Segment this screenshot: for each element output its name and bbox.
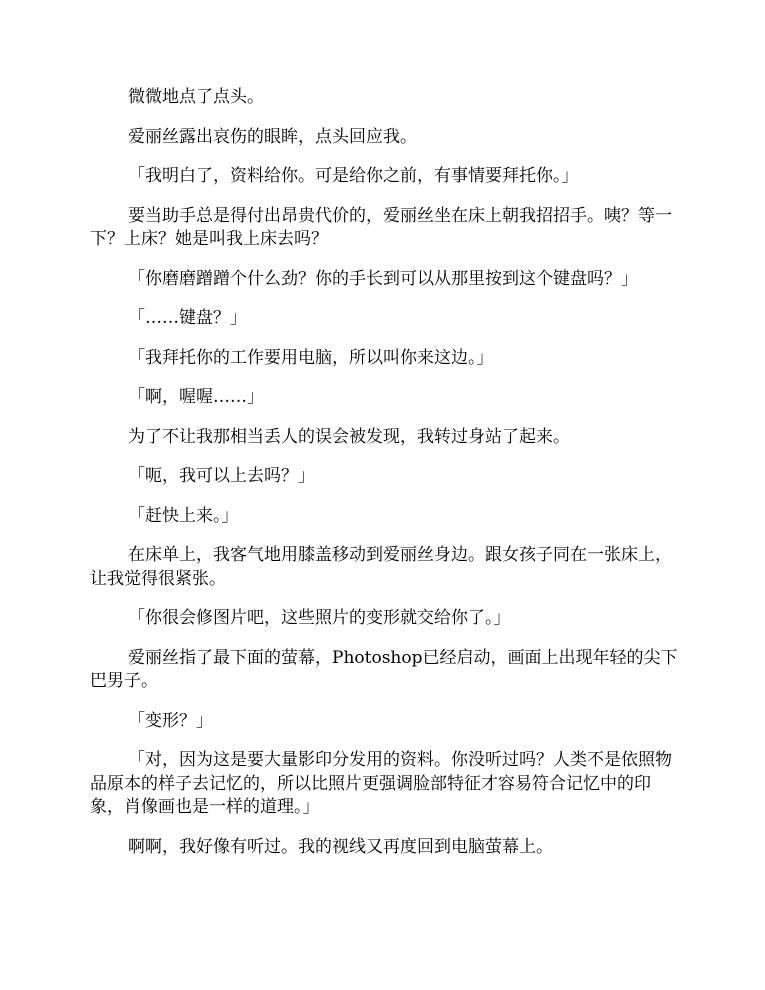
paragraph: 为了不让我那相当丢人的误会被发现，我转过身站了起来。 bbox=[128, 426, 570, 447]
paragraph: 「……键盘？」 bbox=[128, 308, 247, 328]
paragraph: 啊啊，我好像有听过。我的视线又再度回到电脑萤幕上。 bbox=[128, 836, 553, 857]
paragraph: 要当助手总是得付出昂贵代价的，爱丽丝坐在床上朝我招招手。咦？等一下？上床？她是叫我上床去吗？ bbox=[90, 205, 672, 249]
paragraph: 「呃，我可以上去吗？」 bbox=[128, 466, 315, 486]
paragraph: 「对，因为这是要大量影印分发用的资料。你没听过吗？人类不是依照物品原本的样子去记忆的，所以比照片更强调脸部特征才容易符合记忆中的印象，肖像画也是一样的道理。」 bbox=[90, 750, 672, 817]
paragraph: 在床单上，我客气地用膝盖移动到爱丽丝身边。跟女孩子同在一张床上，让我觉得很紧张。 bbox=[90, 545, 672, 589]
paragraph: 「你很会修图片吧，这些照片的变形就交给你了。」 bbox=[128, 608, 511, 628]
paragraph: 「我拜托你的工作要用电脑，所以叫你来这边。」 bbox=[128, 347, 494, 368]
paragraph: 「我明白了，资料给你。可是给你之前，有事情要拜托你。」 bbox=[128, 166, 579, 186]
paragraph: 「你磨磨蹭蹭个什么劲？你的手长到可以从那里按到这个键盘吗？」 bbox=[128, 268, 638, 289]
paragraph: 微微地点了点头。 bbox=[128, 87, 264, 107]
paragraph: 「变形？」 bbox=[128, 710, 213, 731]
paragraph: 「赶快上来。」 bbox=[128, 505, 239, 526]
paragraph: 爱丽丝露出哀伤的眼眸，点头回应我。 bbox=[128, 126, 417, 147]
paragraph: 爱丽丝指了最下面的萤幕，Photoshop已经启动，画面上出现年轻的尖下巴男子。 bbox=[90, 647, 678, 691]
paragraph: 「啊，喔喔……」 bbox=[128, 387, 264, 407]
body-text bbox=[90, 86, 680, 875]
